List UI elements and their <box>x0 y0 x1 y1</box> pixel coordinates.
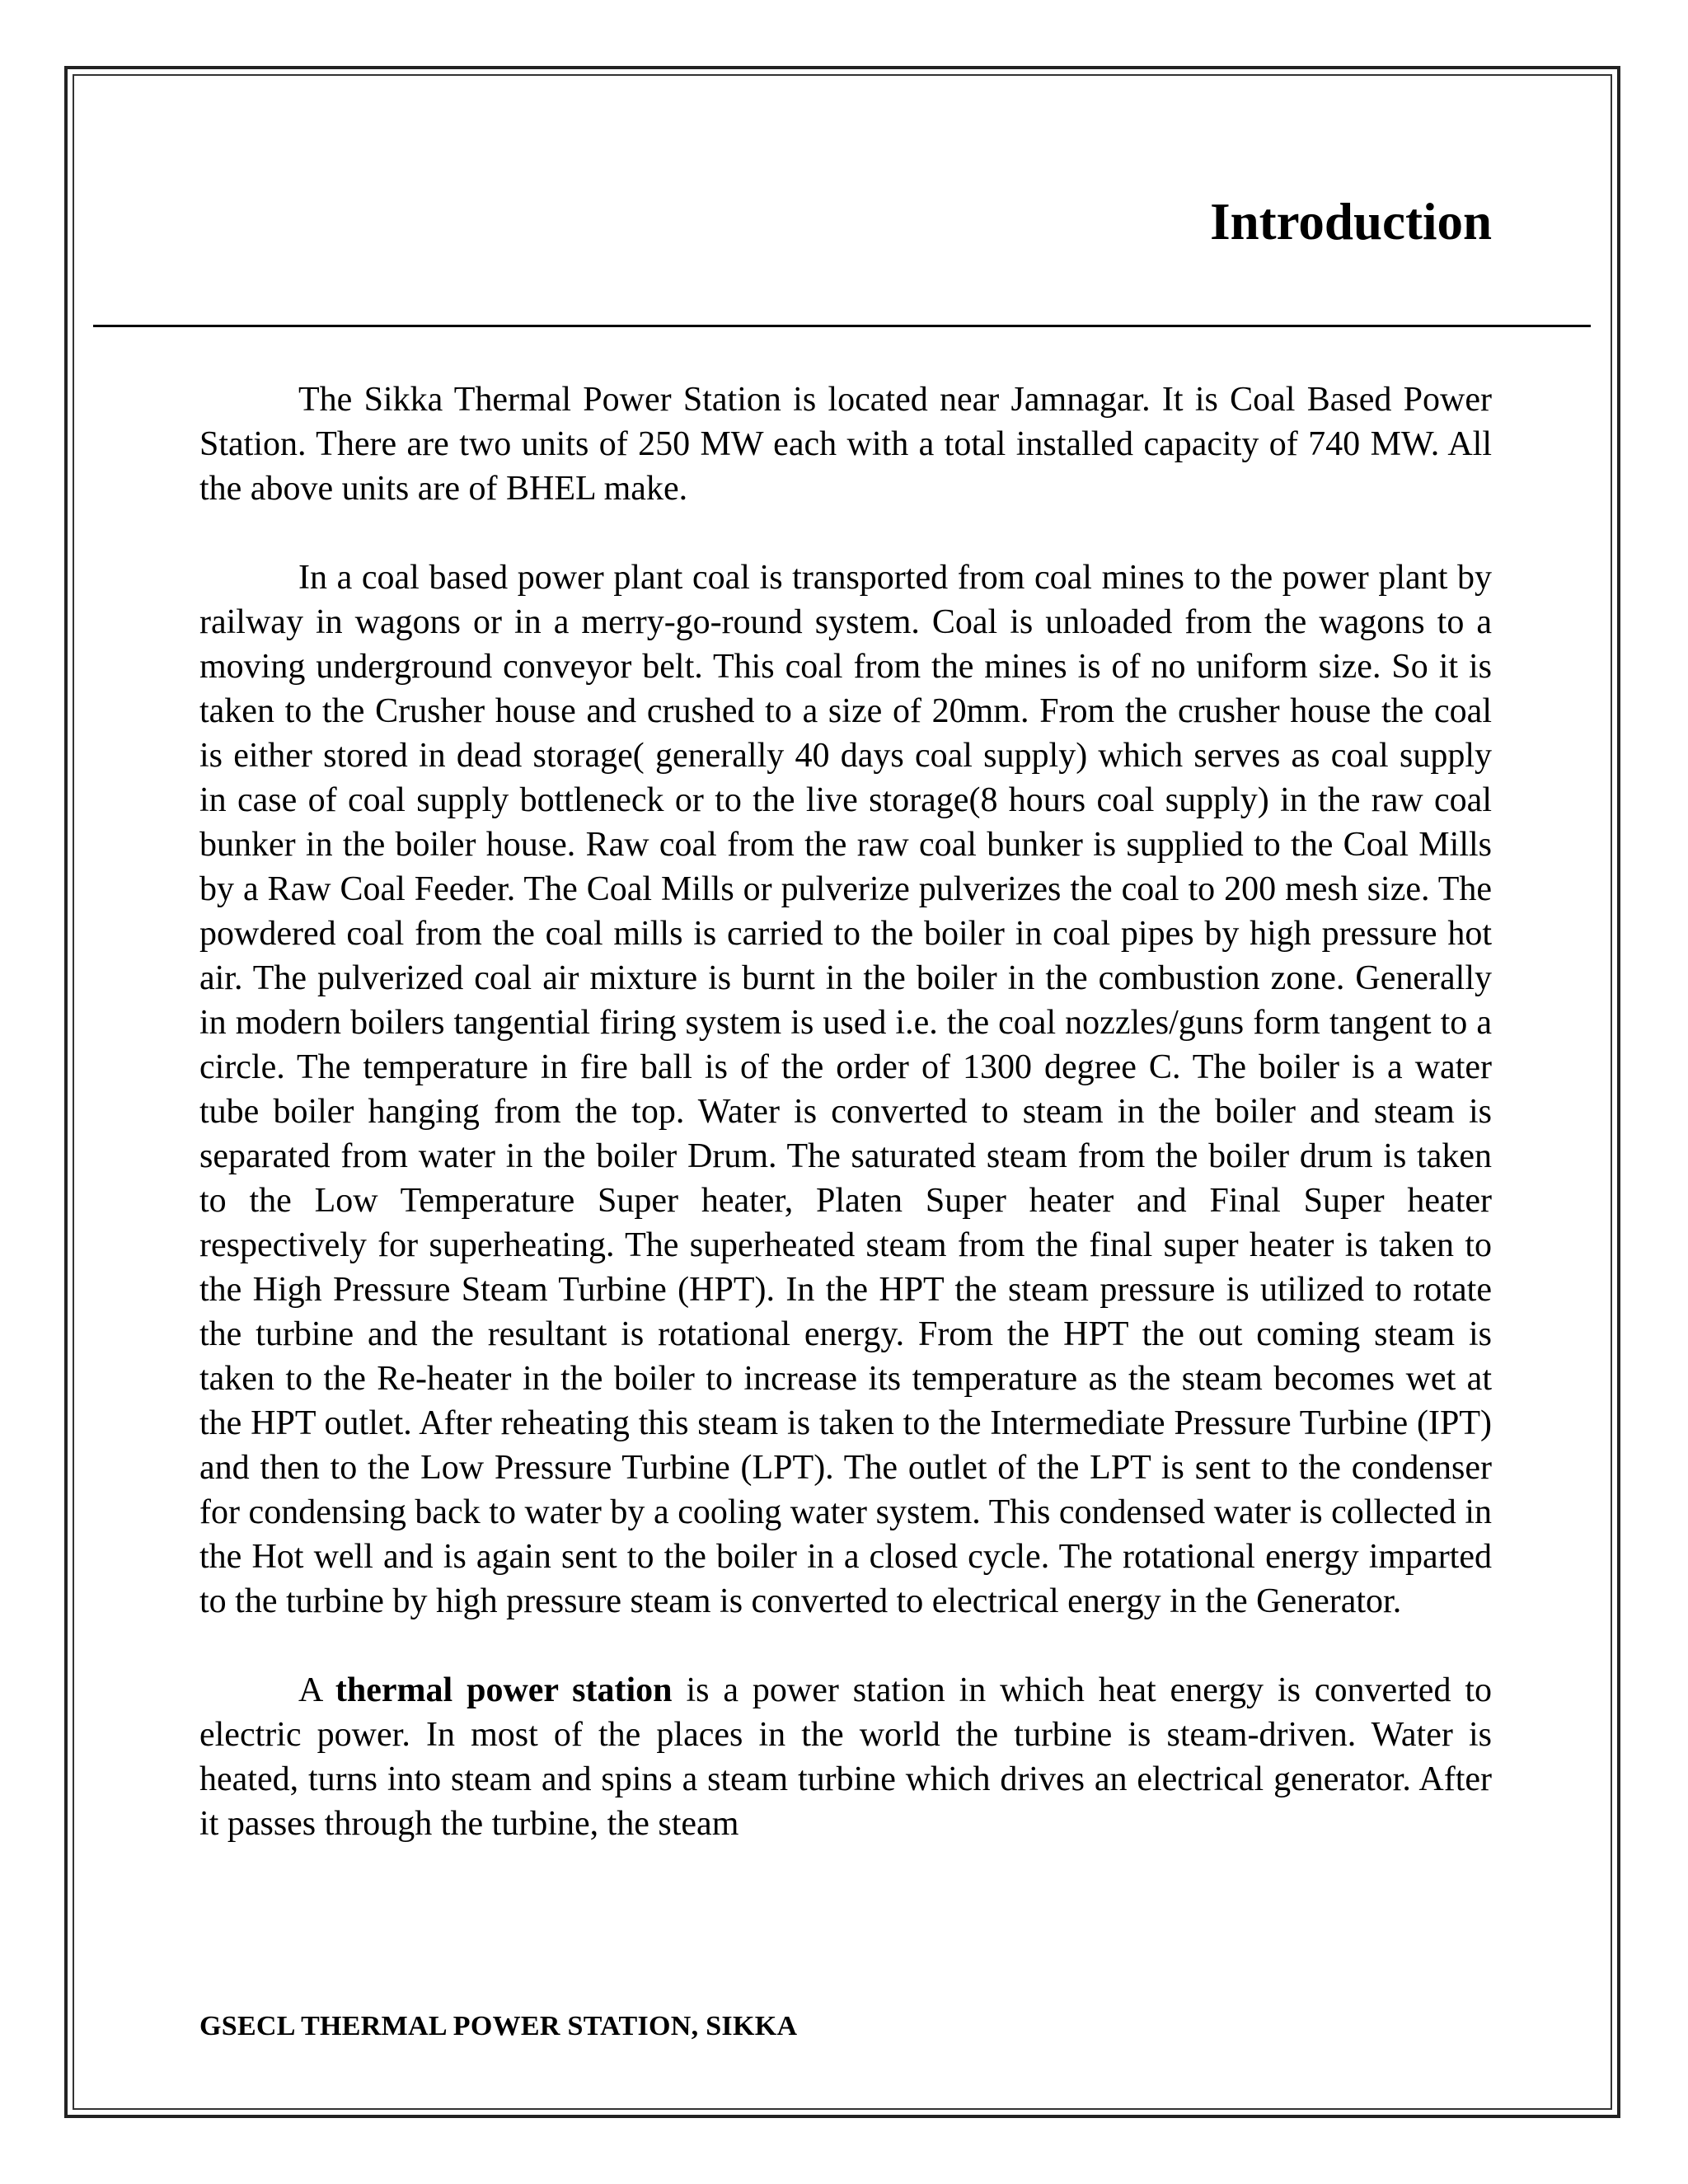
body-content <box>199 377 1492 1846</box>
paragraph-3-rest: is a power station in which heat energy is converted to electric power. In most of the places in the world the turbine is steam-driven. Water is heated, turns into steam and spins a steam turbine which drives an electrical generator. After it passes through the turbine, the steam <box>199 1671 1492 1843</box>
page-title: Introduction <box>1210 193 1492 251</box>
title-divider <box>93 325 1591 327</box>
paragraph-3-lead: A <box>298 1671 335 1709</box>
page-footer: GSECL THERMAL POWER STATION, SIKKA <box>199 2011 798 2041</box>
paragraph-3-bold-term: thermal power station <box>335 1671 673 1709</box>
paragraph-1: The Sikka Thermal Power Station is located near Jamnagar. It is Coal Based Power Station. There are two units of 250 MW each with a total installed capacity of 740 MW. All the above units are of BHEL make. <box>199 381 1492 508</box>
paragraph-3 <box>199 1668 1492 1846</box>
paragraph-2: In a coal based power plant coal is transported from coal mines to the power plant by railway in wagons or in a merry-go-round system. Coal is unloaded from the wagons to a moving underground conveyor belt. This coal from the mines is of no uniform size. So it is taken to the Crusher house and crushed to a size of 20mm. From the crusher house the coal is either stored in dead storage( generally 40 days coal supply) which serves as coal supply in case of coal supply bottleneck or to the live storage(8 hours coal supply) in the raw coal bunker in the boiler house. Raw coal from the raw coal bunker is supplied to the Coal Mills by a Raw Coal Feeder. The Coal Mills or pulverize pulverizes the coal to 200 mesh size. The powdered coal from the coal mills is carried to the boiler in coal pipes by high pressure hot air. The pulverized coal air mixture is burnt in the boiler in the combustion zone. Generally in modern boilers tangential firing system is used i.e. the coal nozzles/guns form tangent to a circle. The temperature in fire ball is of the order of 1300 degree C. The boiler is a water tube boiler hanging from the top. Water is converted to steam in the boiler and steam is separated from water in the boiler Drum. The saturated steam from the boiler drum is taken to the Low Temperature Super heater, Platen Super heater and Final Super heater respectively for superheating. The superheated steam from the final super heater is taken to the High Pressure Steam Turbine (HPT). In the HPT the steam pressure is utilized to rotate the turbine and the resultant is rotational energy. From the HPT the out coming steam is taken to the Re-heater in the boiler to increase its temperature as the steam becomes wet at the HPT outlet. After reheating this steam is taken to the Intermediate Pressure Turbine (IPT) and then to the Low Pressure Turbine (LPT). The outlet of the LPT is sent to the condenser for condensing back to water by a cooling water system. This condensed water is collected in the Hot well and is again sent to the boiler in a closed cycle. The rotational energy imparted to the turbine by high pressure steam is converted to electrical energy in the Generator. <box>199 559 1492 1620</box>
